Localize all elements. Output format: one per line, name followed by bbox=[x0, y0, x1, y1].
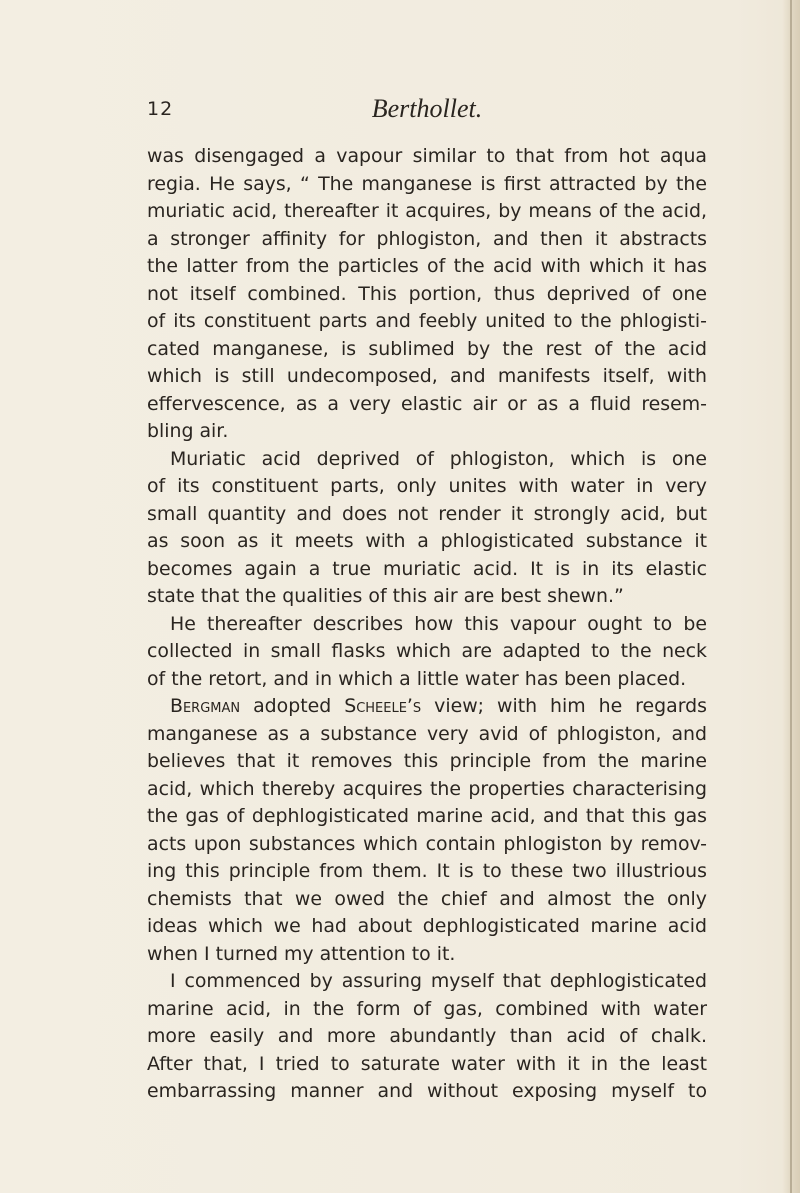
text-line: was disengaged a vapour similar to that from hot aqua bbox=[147, 145, 707, 167]
text-line: more easily and more abundantly than acid of chalk. bbox=[147, 1025, 707, 1047]
text-line: ideas which we had about dephlogisticated marine acid bbox=[147, 915, 707, 937]
author-name: Scheele’s bbox=[344, 695, 422, 717]
running-title: Berthollet. bbox=[371, 94, 483, 123]
text-line: acts upon substances which contain phlogiston by remov- bbox=[147, 832, 707, 855]
text-line: Muriatic acid deprived of phlogiston, which is one bbox=[170, 447, 707, 470]
text-line: believes that it removes this principle from the marine bbox=[147, 750, 707, 772]
text-line: bling air. bbox=[147, 420, 229, 442]
text-line: Bergman adopted Scheele’s view; with him he regards bbox=[170, 695, 707, 717]
text-line: becomes again a true muriatic acid. It is in its elastic bbox=[147, 557, 707, 580]
text-line: not itself combined. This portion, thus deprived of one bbox=[147, 282, 707, 305]
author-name: Bergman bbox=[170, 695, 241, 717]
text-line: cated manganese, is sublimed by the rest of the acid bbox=[147, 337, 707, 360]
text-line: He thereafter describes how this vapour ought to be bbox=[170, 612, 707, 635]
text-line: of the retort, and in which a little water has been placed. bbox=[147, 667, 687, 690]
page-edge-line bbox=[790, 0, 792, 1193]
text-line: acid, which thereby acquires the properties characterising bbox=[147, 777, 707, 800]
text-line: when I turned my attention to it. bbox=[147, 942, 456, 965]
text-line: of its constituent parts, only unites with water in very bbox=[147, 475, 707, 497]
text-line: the gas of dephlogisticated marine acid, and that this gas bbox=[147, 805, 707, 827]
text-line: a stronger affinity for phlogiston, and then it abstracts bbox=[147, 227, 707, 250]
text-line: which is still undecomposed, and manifests itself, with bbox=[147, 365, 707, 387]
text-line: embarrassing manner and without exposing myself to bbox=[147, 1080, 707, 1102]
text-line: regia. He says, “ The manganese is first attracted by the bbox=[147, 172, 707, 195]
text-line: effervescence, as a very elastic air or as a fluid resem- bbox=[147, 392, 707, 415]
text-line: small quantity and does not render it strongly acid, but bbox=[147, 502, 707, 525]
text-line: ing this principle from them. It is to these two illustrious bbox=[147, 860, 707, 882]
text-line: manganese as a substance very avid of phlogiston, and bbox=[147, 722, 707, 745]
text-line: marine acid, in the form of gas, combined with water bbox=[147, 997, 707, 1020]
text-line: the latter from the particles of the acid with which it has bbox=[147, 255, 707, 277]
body-text bbox=[147, 143, 707, 1106]
page-header bbox=[147, 94, 707, 132]
text-line: of its constituent parts and feebly united to the phlogisti- bbox=[147, 310, 707, 332]
page-number: 12 bbox=[147, 98, 174, 120]
text-line: After that, I tried to saturate water with it in the least bbox=[147, 1052, 707, 1075]
text-line: I commenced by assuring myself that dephlogisticated bbox=[170, 970, 707, 992]
text-line: collected in small flasks which are adapted to the neck bbox=[147, 640, 707, 662]
text-line: muriatic acid, thereafter it acquires, by means of the acid, bbox=[147, 200, 707, 222]
text-line: as soon as it meets with a phlogisticated substance it bbox=[147, 530, 707, 552]
text-line: chemists that we owed the chief and almost the only bbox=[147, 887, 707, 910]
text-line: state that the qualities of this air are best shewn.” bbox=[147, 585, 624, 607]
